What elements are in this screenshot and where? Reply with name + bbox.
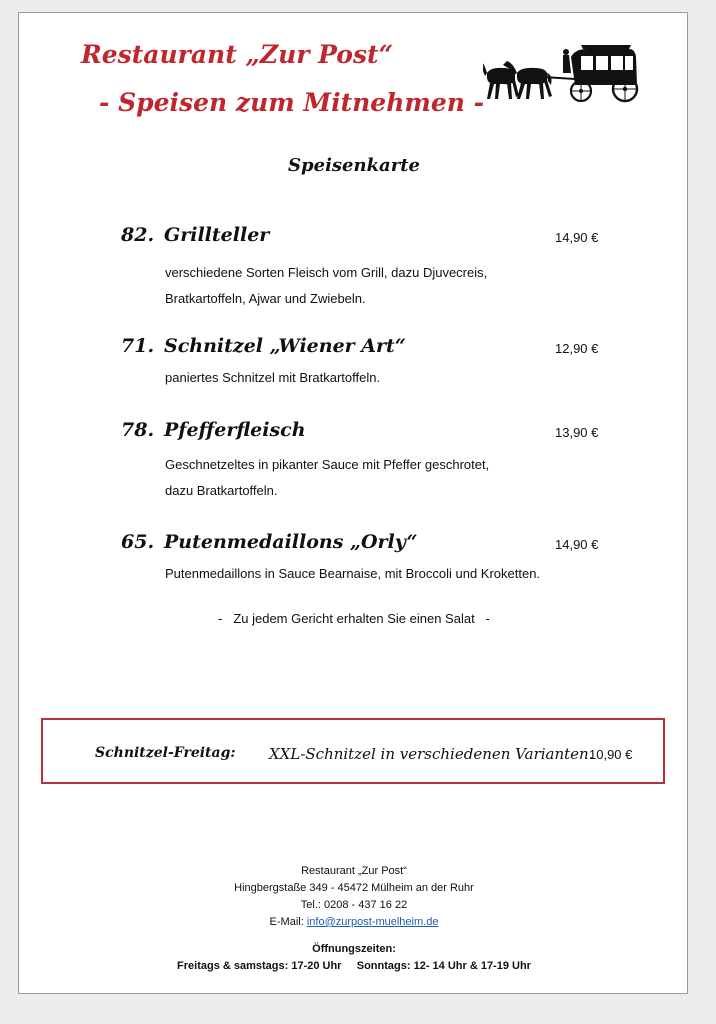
special-label: Schnitzel-Freitag: <box>95 745 236 761</box>
dish-description <box>165 365 380 391</box>
special-price: 10,90 € <box>589 747 633 762</box>
dish-name: Pfefferfleisch <box>164 419 306 441</box>
hours-fri-sat: Freitags & samstags: 17-20 Uhr <box>177 960 342 972</box>
dish-price: 14,90 € <box>555 230 599 245</box>
dish-number: 65. <box>121 531 155 553</box>
horse-carriage-icon <box>483 43 643 105</box>
takeaway-subtitle: - Speisen zum Mitnehmen - <box>99 88 484 117</box>
email-link[interactable]: info@zurpost-muelheim.de <box>306 916 439 928</box>
dish-title <box>121 224 269 246</box>
dish-description-line: Geschnetzeltes in pikanter Sauce mit Pfeffer geschrotet, <box>165 457 490 472</box>
dish-description-line: Putenmedaillons in Sauce Bearnaise, mit Broccoli und Kroketten. <box>165 566 541 581</box>
dish-number: 71. <box>121 335 155 357</box>
footer-address: Hingbergstaße 349 - 45472 Mülheim an der Ruhr <box>234 882 474 894</box>
contact-footer <box>19 863 689 975</box>
menu-heading: Speisenkarte <box>288 155 420 176</box>
dish-number: 82. <box>121 224 155 246</box>
dish-name: Grillteller <box>164 224 270 246</box>
dish-description-line: paniertes Schnitzel mit Bratkartoffeln. <box>165 370 381 385</box>
special-offer-box <box>41 718 665 784</box>
menu-page <box>18 12 688 994</box>
special-text: XXL-Schnitzel in verschiedenen Varianten. <box>269 745 594 763</box>
footer-email-line <box>19 914 689 931</box>
salad-note: - Zu jedem Gericht erhalten Sie einen Salat - <box>218 611 490 626</box>
dish-number: 78. <box>121 419 155 441</box>
email-label: E-Mail: <box>269 916 307 928</box>
dish-title <box>121 335 406 357</box>
hours-sunday: Sonntags: 12- 14 Uhr & 17-19 Uhr <box>356 960 531 972</box>
dish-description-line: Bratkartoffeln, Ajwar und Zwiebeln. <box>165 291 366 306</box>
dish-price: 14,90 € <box>555 537 599 552</box>
hours-line <box>19 958 689 975</box>
dish-name: Putenmedaillons „Orly“ <box>164 531 418 553</box>
footer-name: Restaurant „Zur Post“ <box>301 865 407 877</box>
restaurant-title: Restaurant „Zur Post“ <box>81 40 393 69</box>
dish-price: 13,90 € <box>555 425 599 440</box>
dish-description <box>165 260 487 312</box>
dish-description-line: dazu Bratkartoffeln. <box>165 483 278 498</box>
dish-price: 12,90 € <box>555 341 599 356</box>
dish-title <box>121 419 306 441</box>
dish-title <box>121 531 417 553</box>
footer-phone: Tel.: 0208 - 437 16 22 <box>300 899 408 911</box>
dish-description <box>165 561 540 587</box>
dish-description-line: verschiedene Sorten Fleisch vom Grill, dazu Djuvecreis, <box>165 265 488 280</box>
dish-description <box>165 452 489 504</box>
hours-title: Öffnungszeiten: <box>312 943 396 955</box>
dish-name: Schnitzel „Wiener Art“ <box>164 335 406 357</box>
